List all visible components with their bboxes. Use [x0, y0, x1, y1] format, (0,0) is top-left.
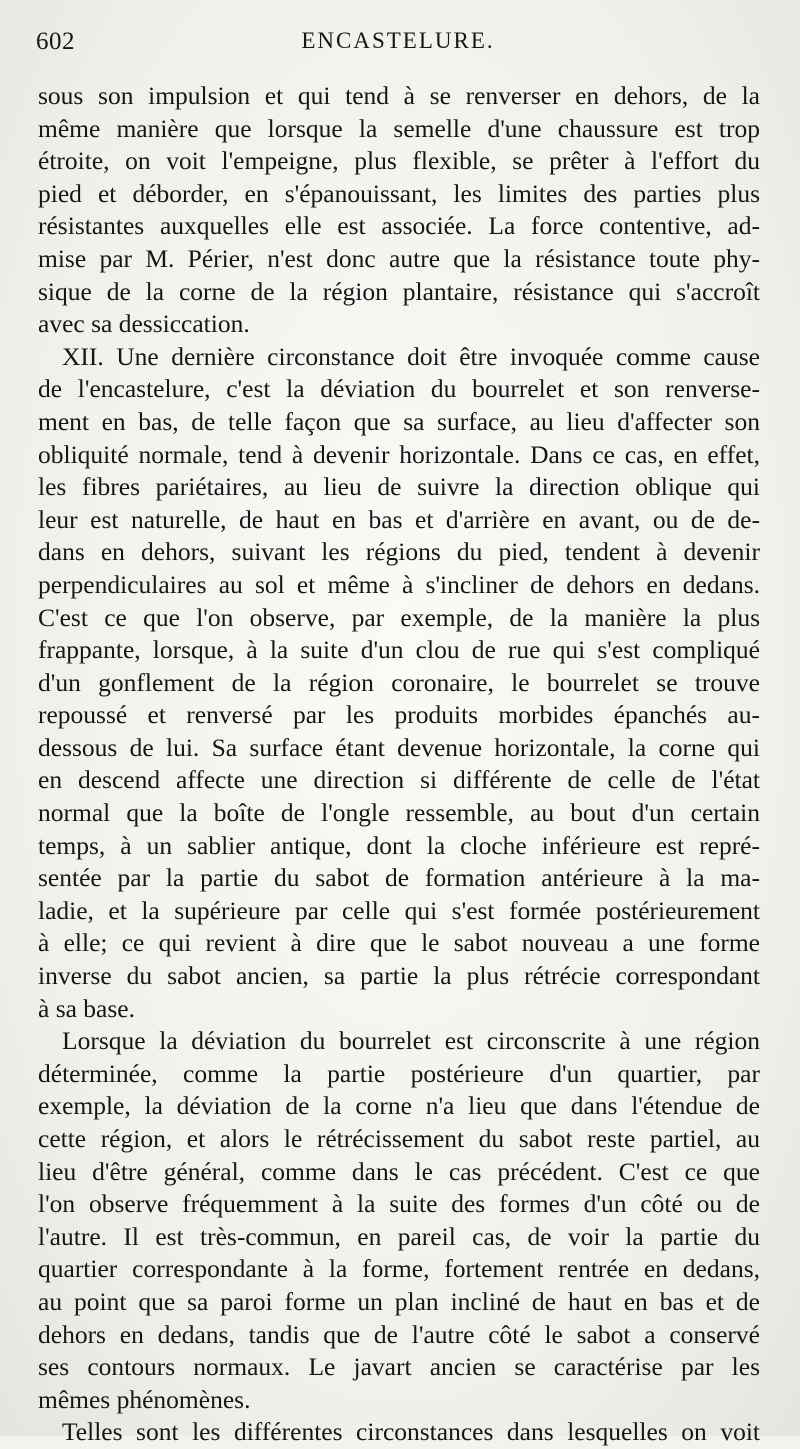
text-line: à sa base.: [38, 993, 135, 1023]
text-line: de l'encastelure, c'est la déviation du bourrelet et son renverse-: [38, 374, 760, 404]
text-line: avec sa dessiccation.: [38, 309, 250, 339]
text-line: ses contours normaux. Le javart ancien se caractérise par les: [38, 1352, 760, 1382]
text-line: ladie, et la supérieure par celle qui s'est formée postérieurement: [38, 895, 760, 925]
text-line: Telles sont les différentes circonstances dans lesquelles on voit: [62, 1417, 760, 1447]
text-line: C'est ce que l'on observe, par exemple, de la manière la plus: [38, 602, 760, 632]
running-head: ENCASTELURE.: [301, 28, 495, 53]
text-line: mêmes phénomènes.: [38, 1384, 251, 1414]
text-line: normal que la boîte de l'ongle ressemble, au bout d'un certain: [38, 798, 760, 828]
text-line: leur est naturelle, de haut en bas et d'arrière en avant, ou de de-: [38, 504, 760, 534]
text-line: perpendiculaires au sol et même à s'incliner de dehors en dedans.: [38, 569, 760, 599]
text-line: à elle; ce qui revient à dire que le sabot nouveau a une forme: [38, 928, 760, 958]
text-line: sentée par la partie du sabot de formation antérieure à la ma-: [38, 863, 760, 893]
text-line: lieu d'être général, comme dans le cas précédent. C'est ce que: [38, 1156, 760, 1186]
text-line: les fibres pariétaires, au lieu de suivre la direction oblique qui: [38, 472, 760, 502]
text-line: frappante, lorsque, à la suite d'un clou de rue qui s'est compliqué: [38, 635, 760, 665]
text-line: d'un gonflement de la région coronaire, le bourrelet se trouve: [38, 667, 760, 697]
text-line: l'on observe fréquemment à la suite des formes d'un côté ou de: [38, 1189, 760, 1219]
text-line: l'autre. Il est très-commun, en pareil cas, de voir la partie du: [38, 1221, 760, 1251]
text-line: XII. Une dernière circonstance doit être invoquée comme cause: [62, 341, 760, 371]
text-line: en descend affecte une direction si différente de celle de l'état: [38, 765, 760, 795]
text-line: résistantes auxquelles elle est associée. La force contentive, ad-: [38, 211, 760, 241]
text-line: dehors en dedans, tandis que de l'autre côté le sabot a conservé: [38, 1319, 760, 1349]
text-line: cette région, et alors le rétrécissement du sabot reste partiel, au: [38, 1124, 760, 1153]
text-line: exemple, la déviation de la corne n'a lieu que dans l'étendue de: [38, 1091, 760, 1121]
text-line: au point que sa paroi forme un plan incliné de haut en bas et de: [38, 1286, 760, 1316]
text-line: temps, à un sablier antique, dont la cloche inférieure est repré-: [38, 830, 760, 860]
text-line: quartier correspondante à la forme, fortement rentrée en dedans,: [38, 1254, 760, 1284]
page-header: [36, 28, 760, 64]
body-text: [38, 80, 760, 1449]
page-number: 602: [36, 28, 75, 55]
text-line: déterminée, comme la partie postérieure d'un quartier, par: [38, 1058, 760, 1088]
text-line: dessous de lui. Sa surface étant devenue horizontale, la corne qui: [38, 732, 760, 762]
text-line: inverse du sabot ancien, sa partie la plus rétrécie correspondant: [38, 961, 760, 991]
text-line: Lorsque la déviation du bourrelet est circonscrite à une région: [62, 1026, 760, 1056]
text-line: mise par M. Périer, n'est donc autre que la résistance toute phy-: [38, 243, 760, 273]
text-line: repoussé et renversé par les produits morbides épanchés au-: [38, 700, 760, 730]
text-line: même manière que lorsque la semelle d'une chaussure est trop: [38, 113, 760, 143]
text-line: dans en dehors, suivant les régions du pied, tendent à devenir: [38, 537, 760, 567]
text-line: étroite, on voit l'empeigne, plus flexible, se prêter à l'effort du: [38, 146, 760, 176]
text-line: sique de la corne de la région plantaire, résistance qui s'accroît: [38, 276, 760, 306]
text-line: pied et déborder, en s'épanouissant, les limites des parties plus: [38, 178, 760, 208]
text-line: sous son impulsion et qui tend à se renverser en dehors, de la: [38, 81, 760, 110]
text-line: obliquité normale, tend à devenir horizontale. Dans ce cas, en effet,: [38, 439, 760, 469]
text-line: ment en bas, de telle façon que sa surface, au lieu d'affecter son: [38, 406, 760, 436]
